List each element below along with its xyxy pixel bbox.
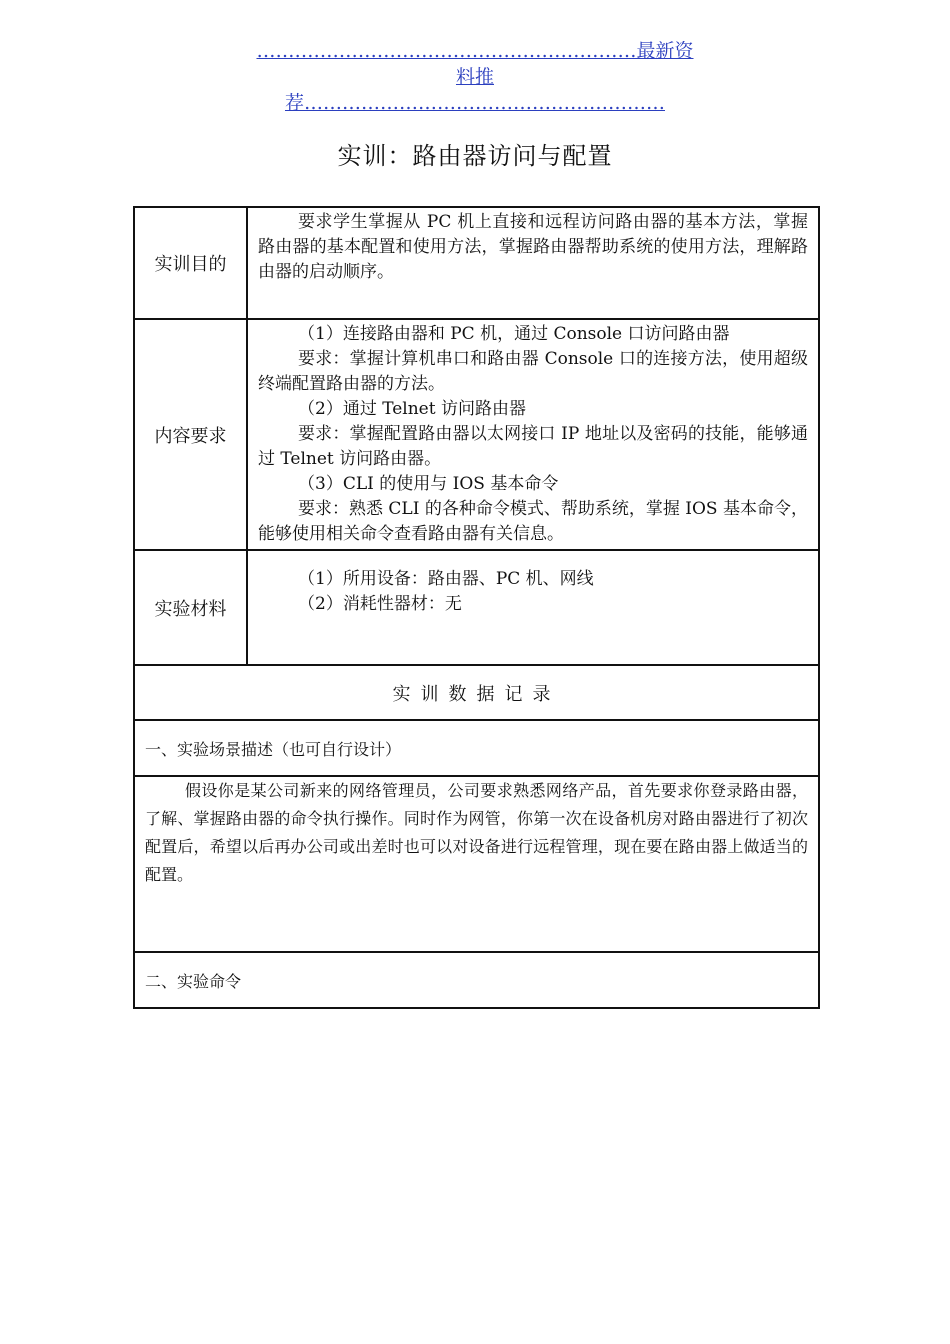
recommend-link-line2[interactable]: 荐…………………………………………………	[284, 92, 665, 114]
materials-row	[134, 550, 819, 665]
content-item-3: （3）CLI 的使用与 IOS 基本命令	[298, 474, 559, 494]
materials-item-1: （1）所用设备：路由器、PC 机、网线	[298, 569, 594, 589]
purpose-row	[134, 207, 819, 319]
content-row	[134, 319, 819, 550]
scene-text: 假设你是某公司新来的网络管理员，公司要求熟悉网络产品，首先要求你登录路由器，了解、掌握路由器的命令执行操作。同时作为网管，你第一次在设备机房对路由器进行了初次配置后，希望以后再办公司或出差时也可以对设备进行远程管理，现在要在路由器上做适当的配置。	[145, 781, 808, 884]
content-item-2: （2）通过 Telnet 访问路由器	[298, 399, 526, 419]
section1-row	[134, 720, 819, 776]
record-title-row	[134, 665, 819, 720]
content-requirements	[247, 319, 819, 550]
scene-content	[134, 776, 819, 952]
content-req-1: 要求：掌握计算机串口和路由器 Console 口的连接方法，使用超级终端配置路由器的方法。	[258, 349, 808, 394]
content-item-1: （1）连接路由器和 PC 机，通过 Console 口访问路由器	[298, 324, 730, 344]
materials-label: 实验材料	[134, 550, 247, 665]
content-req-2: 要求：掌握配置路由器以太网接口 IP 地址以及密码的技能，能够通过 Telnet 访问路由器。	[258, 424, 808, 469]
training-form-table	[133, 206, 820, 1009]
purpose-text: 要求学生掌握从 PC 机上直接和远程访问路由器的基本方法，掌握路由器的基本配置和使用方法，掌握路由器帮助系统的使用方法，理解路由器的启动顺序。	[258, 212, 808, 282]
recommend-link[interactable]	[250, 38, 700, 116]
page-title: 实训：路由器访问与配置	[337, 142, 613, 170]
materials-item-2: （2）消耗性器材：无	[298, 594, 462, 614]
section1-heading: 一、实验场景描述（也可自行设计）	[134, 720, 819, 776]
purpose-content	[247, 207, 819, 319]
scene-row	[134, 776, 819, 952]
recommend-link-line1[interactable]: ……………………………………………………最新资料推	[256, 40, 694, 88]
section2-heading: 二、实验命令	[134, 952, 819, 1008]
record-title: 实训数据记录	[134, 665, 819, 720]
materials-content	[247, 550, 819, 665]
section2-row	[134, 952, 819, 1008]
content-label: 内容要求	[134, 319, 247, 550]
purpose-label: 实训目的	[134, 207, 247, 319]
content-req-3: 要求：熟悉 CLI 的各种命令模式、帮助系统，掌握 IOS 基本命令，能够使用相关命令查看路由器有关信息。	[258, 499, 808, 544]
